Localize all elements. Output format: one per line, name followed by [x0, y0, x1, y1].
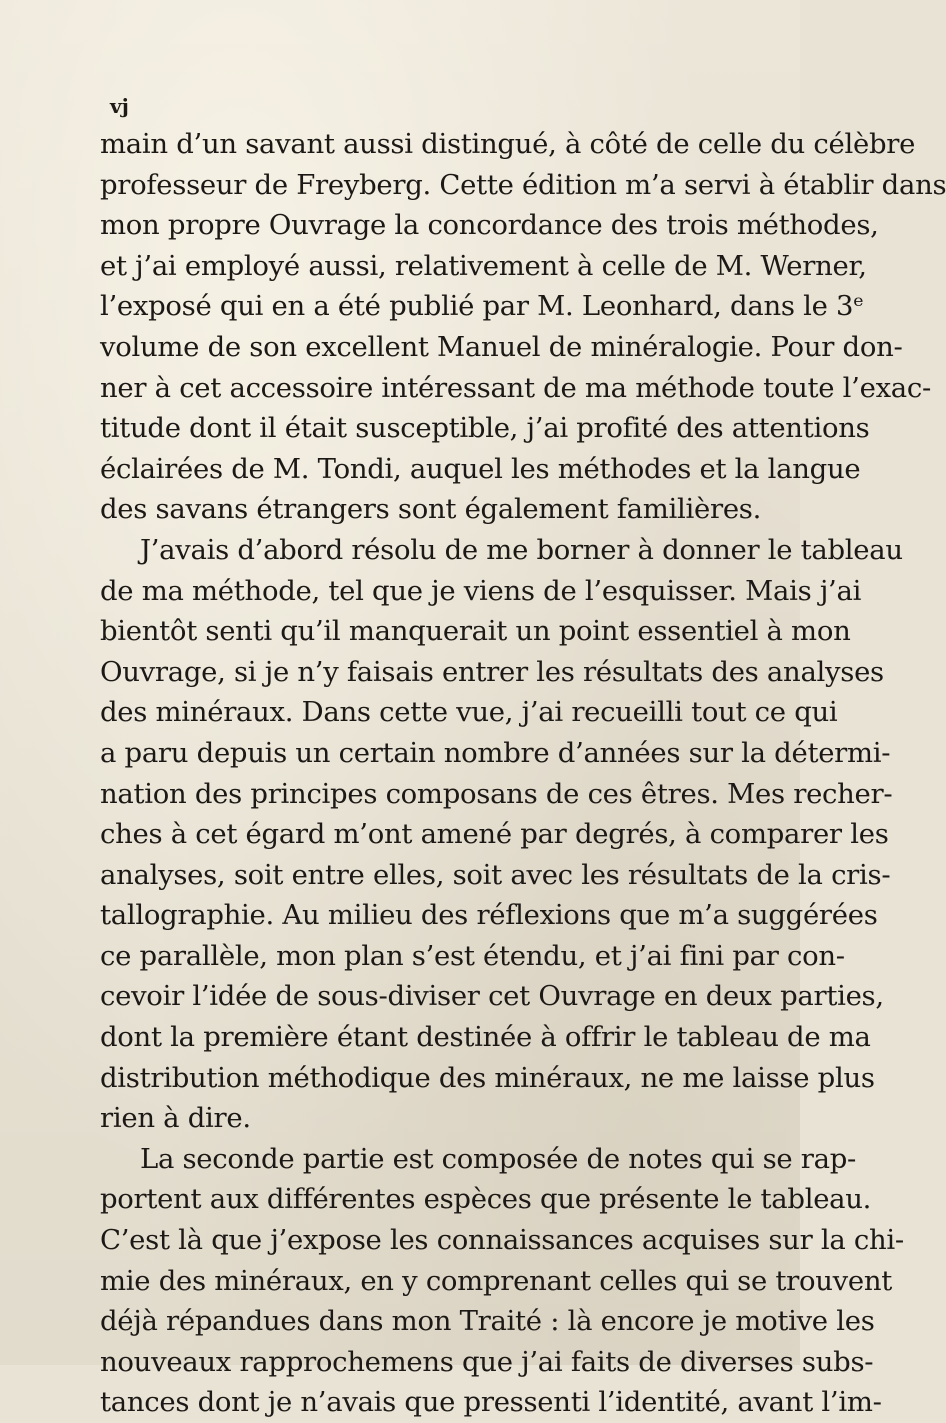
body-text [100, 124, 946, 1423]
text-line: nouveaux rapprochemens que j’ai faits de diverses subs- [100, 1345, 874, 1378]
text-line: cevoir l’idée de sous-diviser cet Ouvrage en deux parties, [100, 980, 884, 1013]
text-line: ce parallèle, mon plan s’est étendu, et j’ai fini par con- [100, 939, 845, 972]
text-line: rien à dire. [100, 1102, 251, 1135]
text-line: tances dont je n’avais que pressenti l’identité, avant l’im- [100, 1386, 882, 1419]
text-line: distribution méthodique des minéraux, ne me laisse plus [100, 1061, 875, 1094]
text-line: l’exposé qui en a été publié par M. Leonhard, dans le 3ᵉ [100, 290, 864, 323]
text-line: Ouvrage, si je n’y faisais entrer les résultats des analyses [100, 655, 884, 688]
text-line: portent aux différentes espèces que présente le tableau. [100, 1183, 872, 1216]
text-line: professeur de Freyberg. Cette édition m’a servi à établir dans [100, 168, 946, 201]
page-number: vj [110, 94, 129, 118]
text-line: déjà répandues dans mon Traité : là encore je motive les [100, 1305, 875, 1338]
text-line: main d’un savant aussi distingué, à côté de celle du célèbre [100, 128, 916, 160]
text-line: analyses, soit entre elles, soit avec les résultats de la cris- [100, 858, 891, 891]
text-line: mon propre Ouvrage la concordance des trois méthodes, [100, 209, 879, 242]
text-line: ner à cet accessoire intéressant de ma méthode toute l’exac- [100, 371, 931, 404]
text-line: titude dont il était susceptible, j’ai profité des attentions [100, 412, 870, 445]
text-line: ches à cet égard m’ont amené par degrés, à comparer les [100, 818, 889, 851]
text-line: des savans étrangers sont également familières. [100, 493, 762, 526]
text-line: J’avais d’abord résolu de me borner à donner le tableau [140, 533, 903, 566]
text-line: volume de son excellent Manuel de minéralogie. Pour don- [100, 330, 903, 363]
text-line: C’est là que j’expose les connaissances acquises sur la chi- [100, 1224, 904, 1257]
text-line: dont la première étant destinée à offrir le tableau de ma [100, 1021, 871, 1054]
text-line: éclairées de M. Tondi, auquel les méthodes et la langue [100, 452, 861, 485]
text-line: mie des minéraux, en y comprenant celles qui se trouvent [100, 1264, 893, 1297]
text-line: La seconde partie est composée de notes qui se rap- [140, 1142, 857, 1175]
text-line: des minéraux. Dans cette vue, j’ai recueilli tout ce qui [100, 696, 838, 729]
text-line: tallographie. Au milieu des réflexions que m’a suggérées [100, 899, 878, 932]
text-line: de ma méthode, tel que je viens de l’esquisser. Mais j’ai [100, 574, 862, 607]
text-line: nation des principes composans de ces êtres. Mes recher- [100, 777, 893, 810]
text-line: bientôt senti qu’il manquerait un point essentiel à mon [100, 615, 851, 648]
text-line: et j’ai employé aussi, relativement à celle de M. Werner, [100, 249, 867, 282]
text-line: a paru depuis un certain nombre d’années sur la détermi- [100, 736, 891, 769]
